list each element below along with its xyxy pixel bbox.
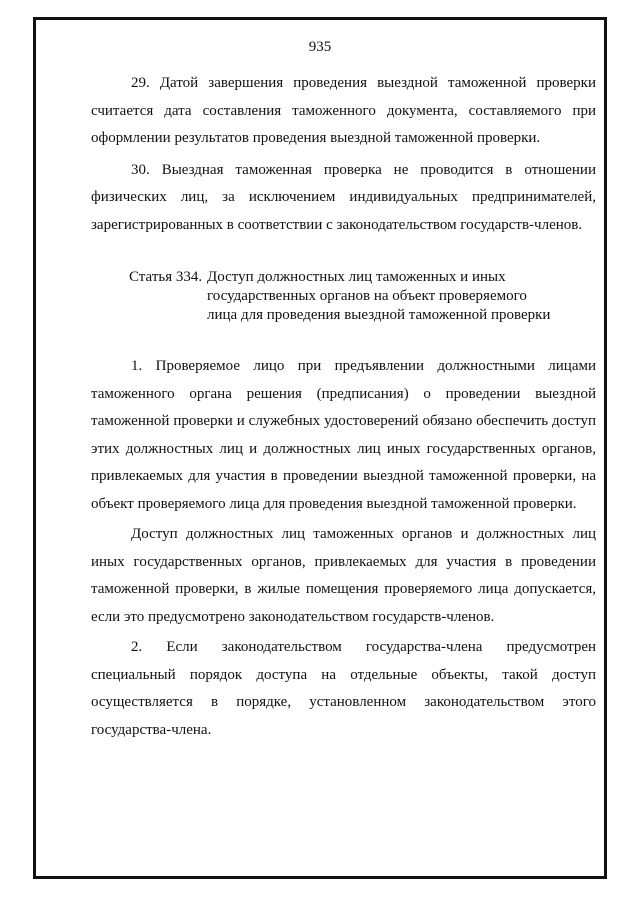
article-title-line-2: государственных органов на объект проверяемого: [207, 288, 527, 304]
page-number: 935: [308, 39, 332, 55]
paragraph-30: 30. Выездная таможенная проверка не проводится в отношении физических лиц, за исключением индивидуальных предпринимателей, зарегистрированных в соответствии с законодательством государств-членов.: [91, 161, 596, 233]
article-title-line-3: лица для проведения выездной таможенной проверки: [207, 307, 551, 323]
paragraph-29: 29. Датой завершения проведения выездной таможенной проверки считается дата составления таможенного документа, составляемого при оформлении результатов проведения выездной таможенной проверки.: [91, 75, 596, 146]
document-body: [91, 70, 596, 744]
article-paragraph-1-continued: Доступ должностных лиц таможенных органов и должностных лиц иных государственных органов, привлекаемых для участия в проведении таможенной проверки, в жилые помещения проверяемого лица допускается, если это предусмотрено законодательством государств-членов.: [91, 526, 596, 625]
article-title-line-1: Доступ должностных лиц таможенных и иных: [207, 269, 506, 285]
article-paragraph-1: 1. Проверяемое лицо при предъявлении должностными лицами таможенного органа решения (предписания) о проведении выездной таможенной проверки и служебных удостоверений обязано обеспечить доступ этих должностных лиц и должностных лиц иных государственных органов, привлекаемых для участия в проведении выездной таможенной проверки, на объект проверяемого лица для проведения выездной таможенной проверки.: [91, 358, 596, 512]
article-paragraph-2: 2. Если законодательством государства-члена предусмотрен специальный порядок доступа на отдельные объекты, такой доступ осуществляется в порядке, установленном законодательством этого государства-члена.: [91, 639, 596, 738]
article-heading: [91, 268, 596, 325]
article-number: Статья 334.: [129, 269, 203, 285]
